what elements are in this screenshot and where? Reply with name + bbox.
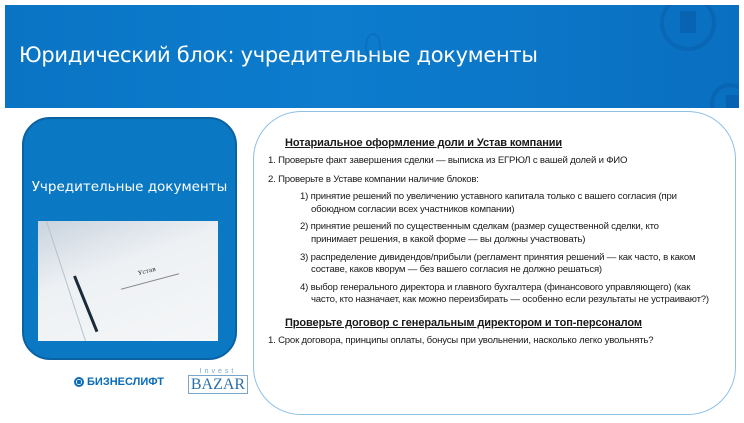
slide-title: Юридический блок: учредительные документы (19, 43, 538, 67)
invest-bazar-logo (188, 368, 248, 396)
checklist-content (268, 137, 718, 348)
sub-list-item: 4) выбор генерального директора и главного бухгалтера (финансового управляющего) (как часто, кто назначает, как можно переизбирать — особенно если результаты не устраивают?) (300, 281, 709, 306)
sub-list-item: 3) распределение дивидендов/прибыли (регламент принятия решений — как часто, в каком составе, каков кворум — без вашего согласия не должно решаться) (300, 251, 696, 276)
pen-icon (73, 275, 98, 332)
paper-edge (46, 221, 87, 341)
invest-bazar-logo-big: BAZAR (188, 375, 248, 394)
photo-doc-subtitle-line (121, 273, 179, 289)
house-arrow-decor-icon (710, 83, 739, 108)
list-item: 2. Проверьте в Уставе компании наличие блоков: (268, 173, 479, 185)
section-title-contract: Проверьте договор с генеральным директором и топ-персоналом (285, 316, 642, 329)
documents-card (22, 117, 237, 360)
list-item: 1. Проверьте факт завершения сделки — выписка из ЕГРЮЛ с вашей долей и ФИО (268, 155, 628, 166)
biznes-lift-logo (74, 376, 164, 388)
biznes-lift-logo-icon (74, 377, 84, 387)
photo-doc-title: Устав (137, 265, 157, 278)
documents-card-title: Учредительные документы (31, 179, 228, 195)
charter-document-photo (38, 221, 218, 341)
biznes-lift-logo-text: БИЗНЕСЛИФТ (87, 376, 164, 388)
slide-header (5, 5, 739, 108)
sub-list-item: 2) принятие решений по существенным сделкам (размер существенной сделки, кто принимает решения, в какой форме — вы должны участвовать) (300, 221, 659, 245)
section-title-charter: Нотариальное оформление доли и Устав компании (285, 137, 563, 149)
house-arrow-decor-icon (660, 5, 716, 51)
invest-bazar-logo-small: Invest (199, 368, 237, 375)
house-arrow-decor-icon (365, 33, 381, 59)
sub-list-item: 1) принятие решений по увеличению уставного капитала только с вашего согласия (при обоюдном согласии всех участников компании) (300, 191, 677, 215)
list-item: 1. Срок договора, принципы оплаты, бонусы при увольнении, насколько легко увольнять? (268, 334, 654, 346)
